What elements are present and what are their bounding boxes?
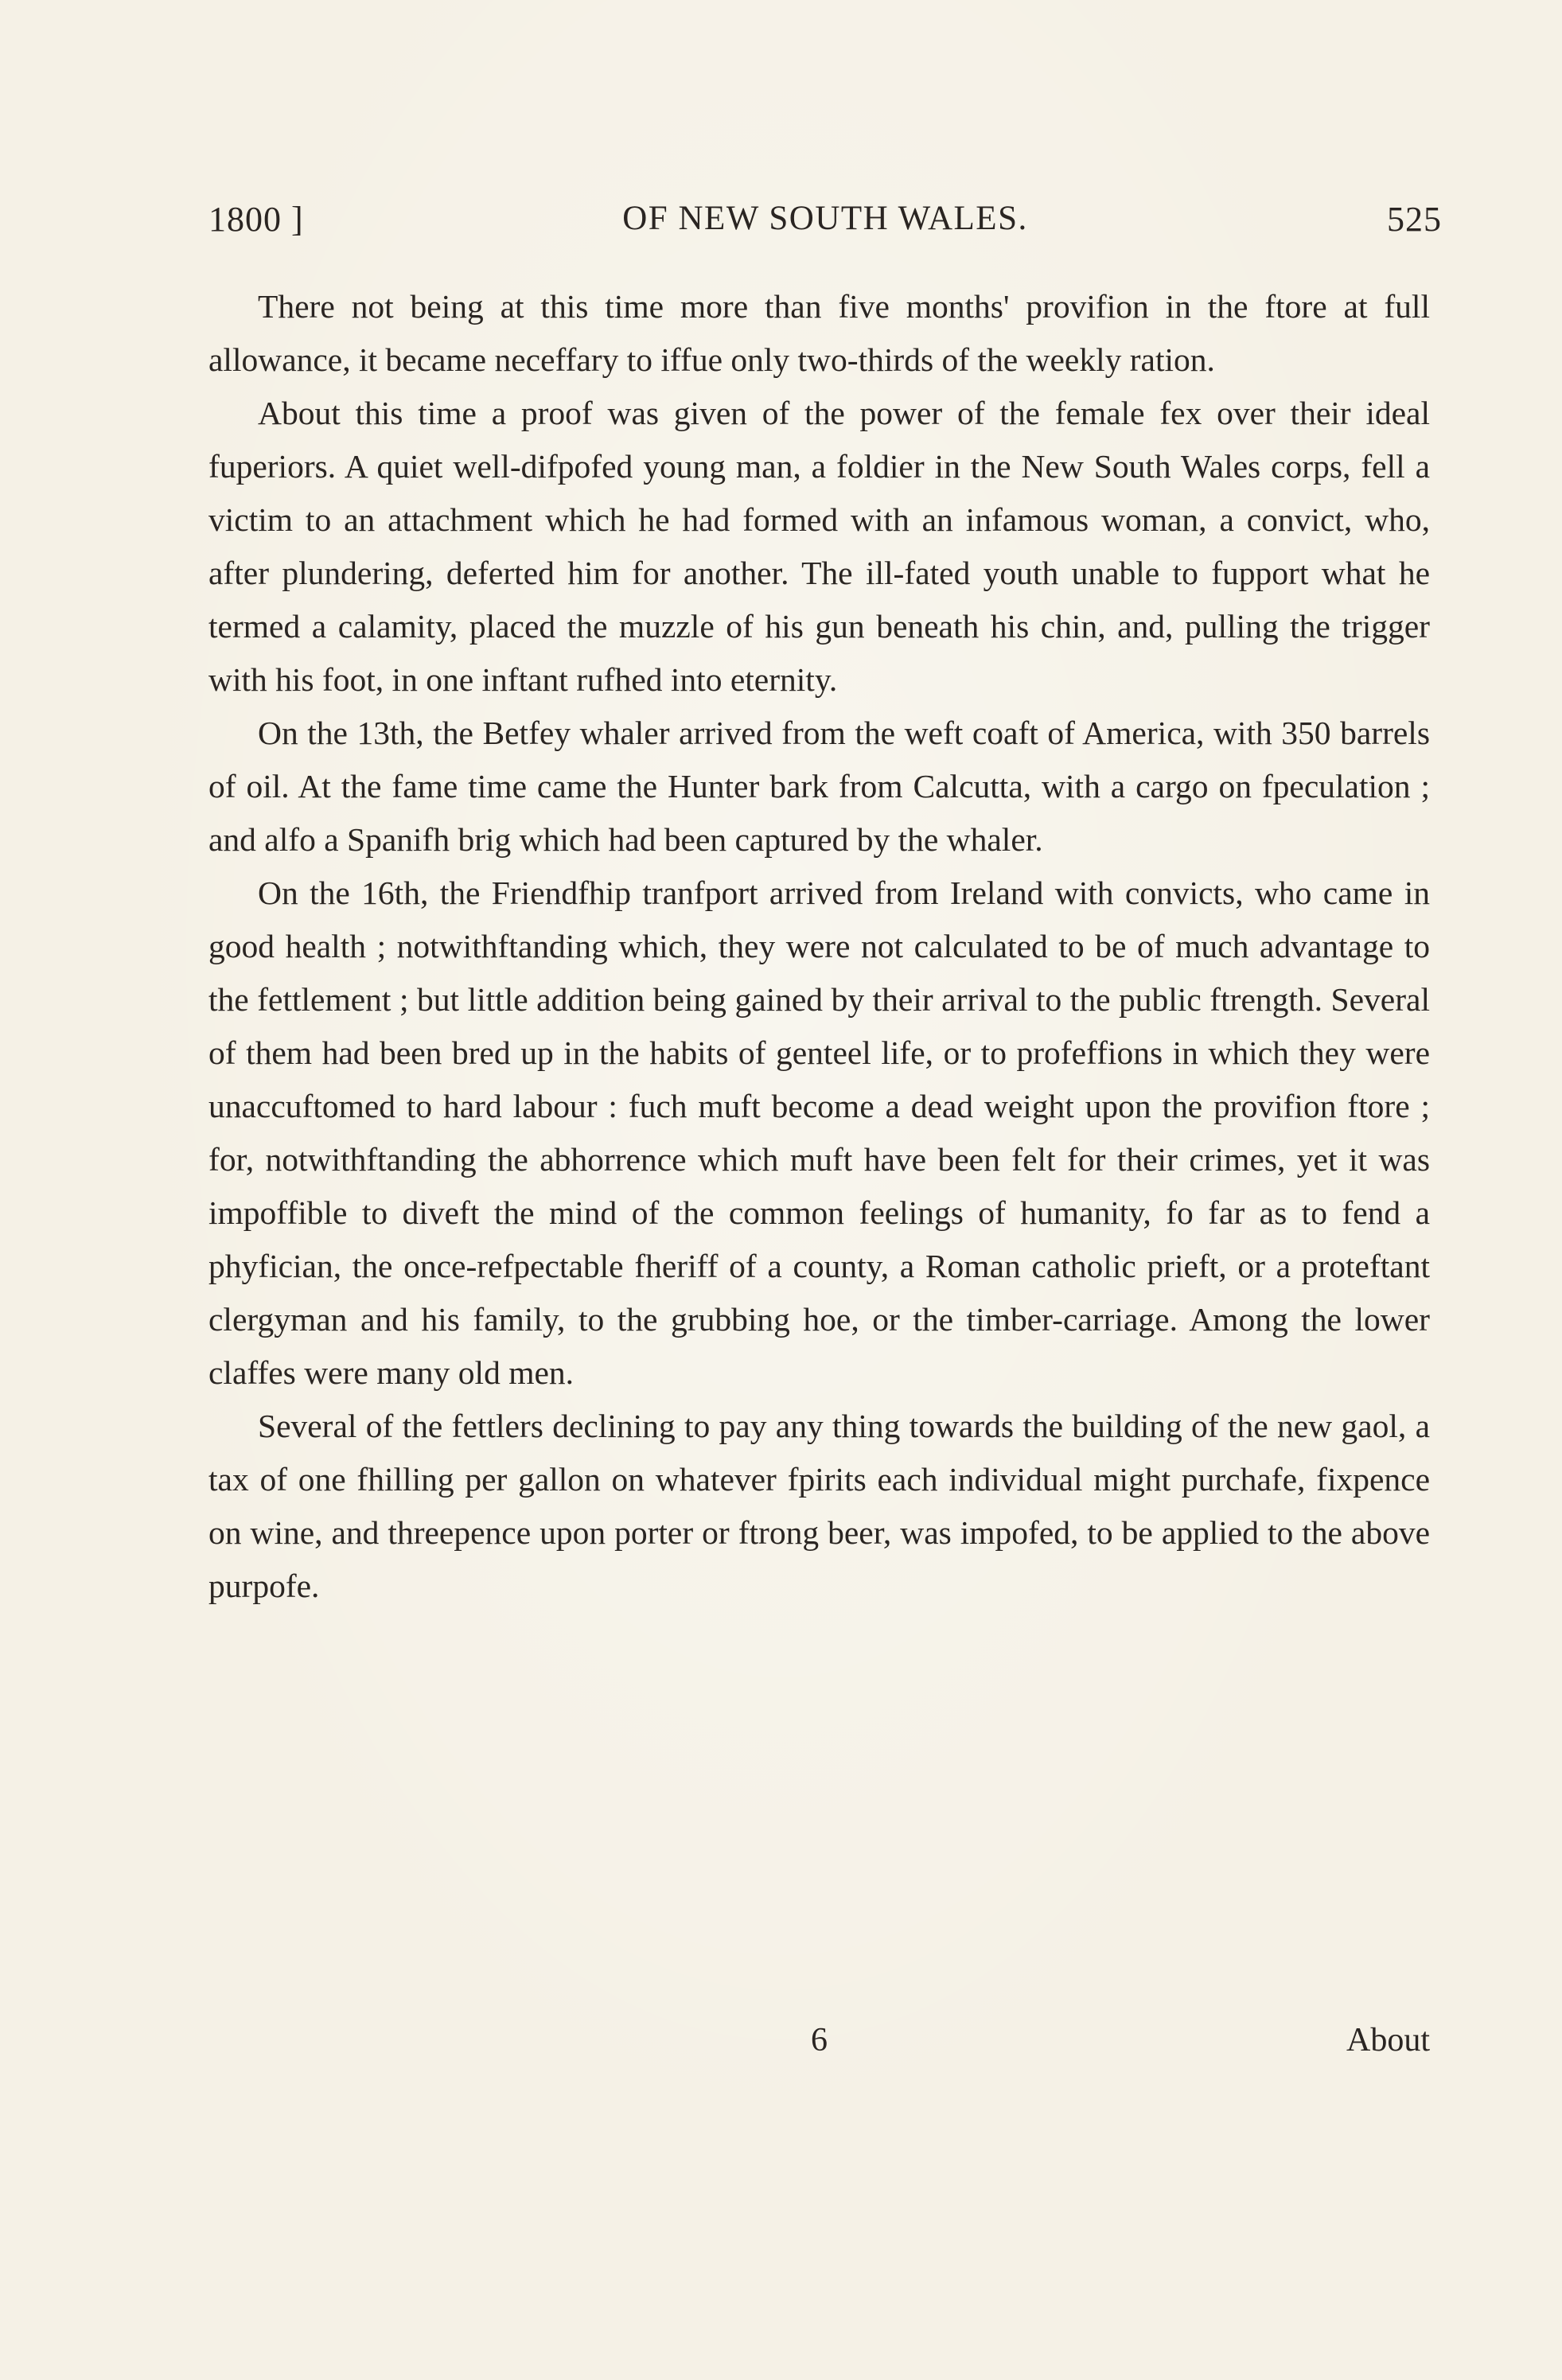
running-title: OF NEW SOUTH WALES. (622, 200, 1028, 237)
paragraph: Several of the fettlers declining to pay any thing towards the building of the new gaol, a tax of one fhilling per gallon on whatever fpirits each individual might purchafe, fixpence on wine, and threepence upon porter or ftrong beer, was impofed, to be applied to the above purpofe. (208, 1408, 1430, 1604)
page-header (208, 199, 1442, 247)
folio-year: 1800 ] (208, 200, 304, 239)
paragraph: On the 13th, the Betfey whaler arrived from the weft coaft of America, with 350 barrels of oil. At the fame time came the Hunter bark from Calcutta, with a cargo on fpeculation ; and alfo a Spanifh brig which had been captured by the whaler. (208, 715, 1430, 858)
paragraph: On the 16th, the Friendfhip tranfport arrived from Ireland with convicts, who came in good health ; notwithftanding which, they were not calculated to be of much advantage to the fettlement ; but little addition being gained by their arrival to the public ftrength. Several of them had been bred up in the habits of genteel life, or to profeffions in which they were unaccuftomed to hard labour : fuch muft become a dead weight upon the provifion ftore ; for, notwithftanding the abhorrence which muft have been felt for their crimes, yet it was impoffible to diveft the mind of the common feelings of humanity, fo far as to fend a phyfician, the once-refpectable fheriff of a county, a Roman catholic prieft, or a proteftant clergyman and his family, to the grubbing hoe, or the timber-carriage. Among the lower claffes were many old men. (208, 874, 1430, 1391)
signature-mark: 6 (811, 2022, 828, 2059)
body-text (208, 280, 1430, 1613)
paragraph: About this time a proof was given of the power of the female fex over their ideal fuperiors. A quiet well-difpofed young man, a foldier in the New South Wales corps, fell a victim to an attachment which he had formed with an infamous woman, a convict, who, after plundering, deferted him for another. The ill-fated youth unable to fupport what he termed a calamity, placed the muzzle of his gun beneath his chin, and, pulling the trigger with his foot, in one inftant rufhed into eternity. (208, 395, 1430, 698)
paragraph: There not being at this time more than five months' provifion in the ftore at full allowance, it became neceffary to iffue only two-thirds of the weekly ration. (208, 288, 1430, 378)
catchword: About (1346, 2022, 1430, 2059)
page-number: 525 (1387, 200, 1442, 239)
page-footer (208, 2021, 1430, 2069)
